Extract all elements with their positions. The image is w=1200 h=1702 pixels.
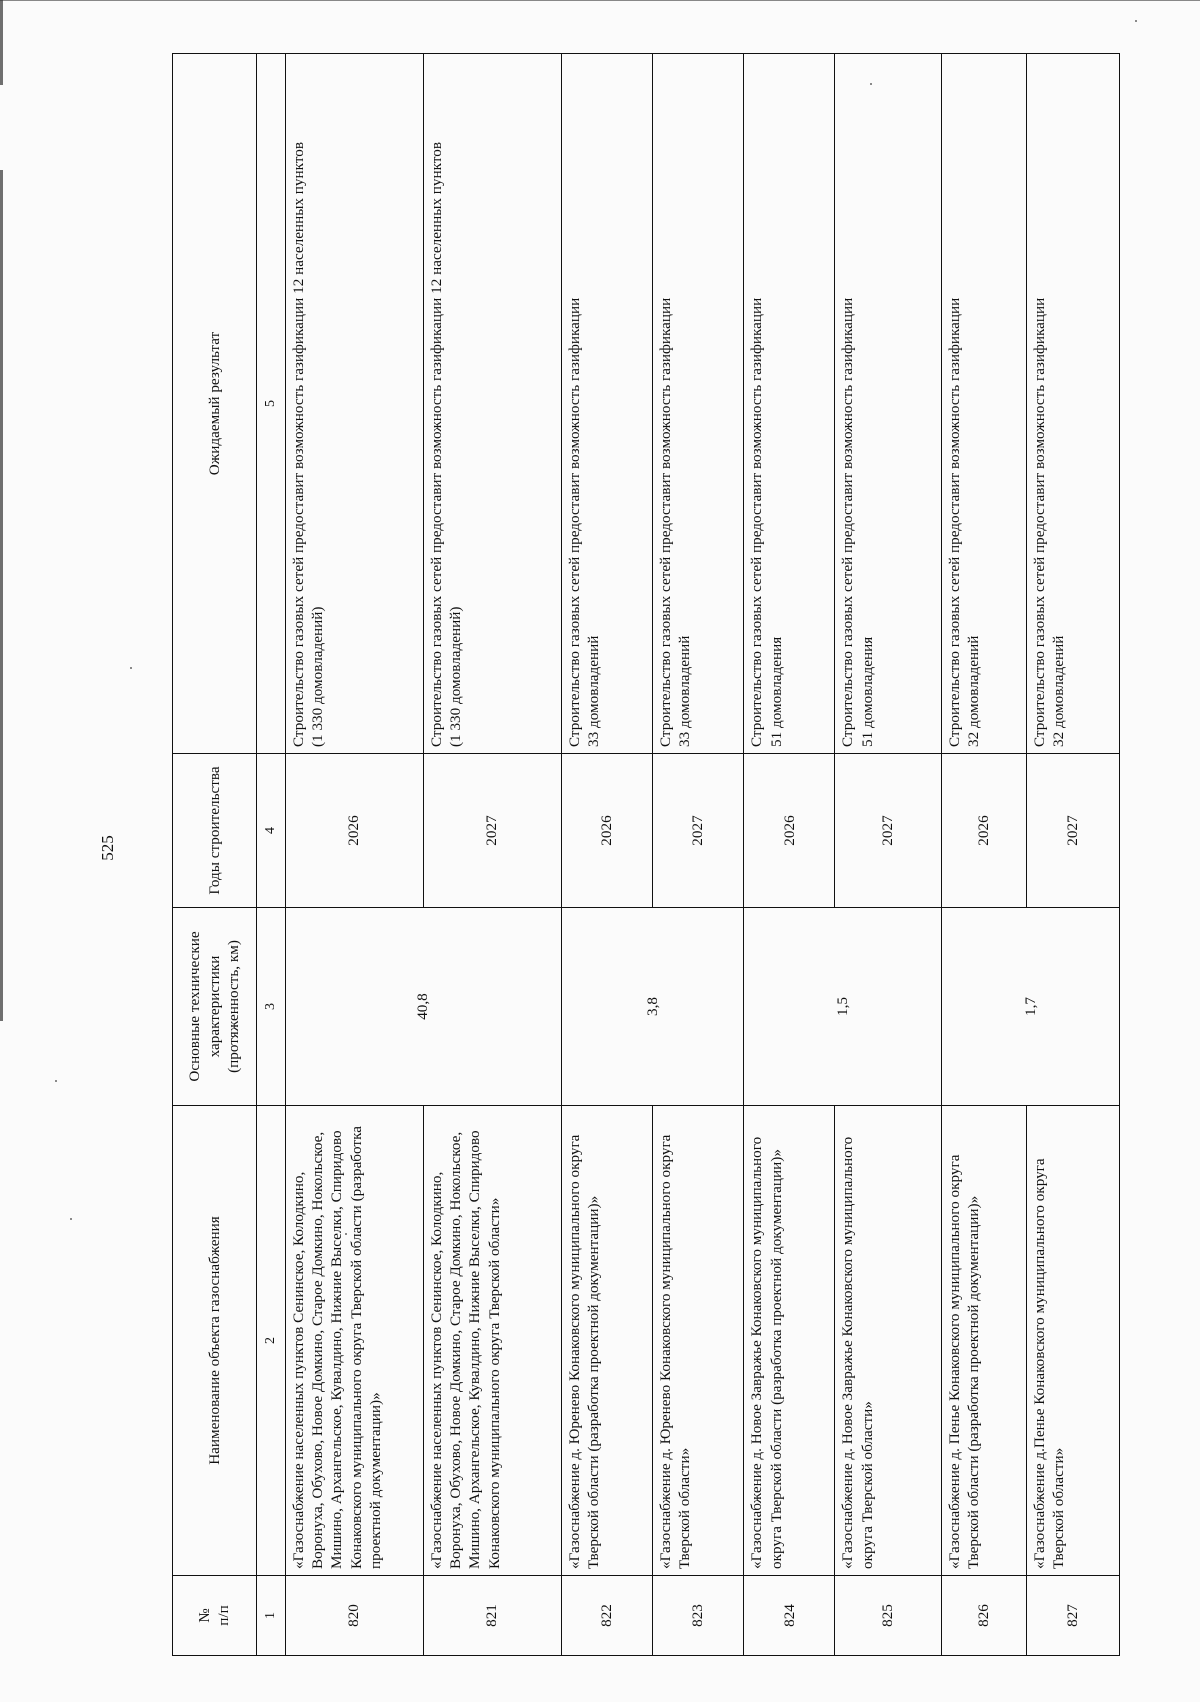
scan-edge xyxy=(0,0,1200,1)
scan-speck xyxy=(55,1080,57,1082)
expected-result-text: Строительство газовых сетей предоставит возможность газификации 33 домовладений xyxy=(565,297,602,747)
scan-speck xyxy=(70,1218,72,1220)
expected-result-text: Строительство газовых сетей предоставит возможность газификации 33 домовладений xyxy=(656,297,694,747)
table-row xyxy=(652,54,743,1656)
expected-result xyxy=(1026,54,1119,754)
object-name: «Газоснабжение д. Пенье Конаковского муниципального округа Тверской области (разработка проектной документации)» xyxy=(941,1106,1026,1576)
expected-result-text: Строительство газовых сетей предоставит возможность газификации 51 домовладения xyxy=(839,297,876,747)
row-number: 823 xyxy=(652,1576,743,1656)
object-length: 3,8 xyxy=(561,908,744,1106)
object-name: «Газоснабжение д.Пенье Конаковского муниципального округа Тверской области» xyxy=(1026,1106,1119,1576)
object-name: «Газоснабжение д. Юренево Конаковского муниципального округа Тверской области» xyxy=(652,1106,743,1576)
header-years: Годы строительства xyxy=(173,754,257,908)
construction-year: 2027 xyxy=(652,754,743,908)
table-row xyxy=(285,54,423,1656)
object-name: «Газоснабжение д. Юренево Конаковского муниципального округа Тверской области (разработка проектной документации)» xyxy=(561,1106,652,1576)
object-length: 1,5 xyxy=(744,908,941,1106)
header-tech: Основные технические характеристики (протяженность, км) xyxy=(173,908,257,1106)
column-number: 5 xyxy=(256,54,285,754)
expected-result xyxy=(285,54,423,754)
table-row xyxy=(941,54,1026,1656)
expected-result-text: Строительство газовых сетей предоставит возможность газификации 32 домовладений xyxy=(945,297,983,747)
table-row xyxy=(561,54,652,1656)
column-number: 2 xyxy=(256,1106,285,1576)
row-number: 822 xyxy=(561,1576,652,1656)
object-name: «Газоснабжение д. Новое Завражье Конаковского муниципального округа Тверской области (разработка проектной документации)» xyxy=(744,1106,835,1576)
construction-year: 2026 xyxy=(561,754,652,908)
table-row xyxy=(744,54,835,1656)
expected-result xyxy=(941,54,1026,754)
row-number: 820 xyxy=(285,1576,423,1656)
construction-year: 2027 xyxy=(835,754,941,908)
row-number: 821 xyxy=(423,1576,561,1656)
expected-result xyxy=(561,54,652,754)
row-number: 824 xyxy=(744,1576,835,1656)
expected-result-text: Строительство газовых сетей предоставит возможность газификации 12 населенных пунктов (1 330 домовладений) xyxy=(427,141,464,747)
scan-speck xyxy=(1135,20,1137,22)
column-number-row xyxy=(256,54,285,1656)
object-length: 1,7 xyxy=(941,908,1119,1106)
construction-year: 2026 xyxy=(744,754,835,908)
expected-result xyxy=(652,54,743,754)
scan-edge xyxy=(0,0,3,1702)
row-number: 825 xyxy=(835,1576,941,1656)
column-number: 3 xyxy=(256,908,285,1106)
construction-year: 2027 xyxy=(423,754,561,908)
header-result: Ожидаемый результат xyxy=(173,54,257,754)
construction-year: 2026 xyxy=(941,754,1026,908)
object-name: «Газоснабжение населенных пунктов Сенинское, Колодкино, Воронуха, Обухово, Новое Домкино, Старое Домкино, Нокольское, Мишино, Архангельское, Кувалдино, Нижние Выселки, Спиридово Конаковского муниципального округа Тверской области (разработка проектной документации)» xyxy=(285,1106,423,1576)
table-row xyxy=(1026,54,1119,1656)
table-row xyxy=(423,54,561,1656)
construction-year: 2026 xyxy=(285,754,423,908)
rotated-table-wrapper xyxy=(172,54,1120,1656)
column-number: 1 xyxy=(256,1576,285,1656)
page-number: 525 xyxy=(98,835,117,861)
header-name: Наименование объекта газоснабжения xyxy=(173,1106,257,1576)
row-number: 827 xyxy=(1026,1576,1119,1656)
expected-result-text: Строительство газовых сетей предоставит возможность газификации 51 домовладения xyxy=(748,297,785,747)
table-header-row xyxy=(173,54,257,1656)
object-name: «Газоснабжение населенных пунктов Сенинское, Колодкино, Воронуха, Обухово, Новое Домкино, Старое Домкино, Нокольское, Мишино, Архангельское, Кувалдино, Нижние Выселки, Спиридово Конаковского муниципального округа Тверской области» xyxy=(423,1106,561,1576)
expected-result-text: Строительство газовых сетей предоставит возможность газификации 32 домовладений xyxy=(1030,297,1067,747)
row-number: 826 xyxy=(941,1576,1026,1656)
table-row xyxy=(835,54,941,1656)
column-number: 4 xyxy=(256,754,285,908)
expected-result xyxy=(423,54,561,754)
gasification-table xyxy=(172,53,1120,1656)
expected-result xyxy=(744,54,835,754)
header-num: № п/п xyxy=(173,1576,257,1656)
expected-result-text: Строительство газовых сетей предоставит возможность газификации 12 населенных пунктов (1 330 домовладений) xyxy=(289,141,326,747)
scan-speck xyxy=(130,667,132,669)
object-name: «Газоснабжение д. Новое Завражье Конаковского муниципального округа Тверской области» xyxy=(835,1106,941,1576)
construction-year: 2027 xyxy=(1026,754,1119,908)
object-length: 40,8 xyxy=(285,908,561,1106)
expected-result xyxy=(835,54,941,754)
